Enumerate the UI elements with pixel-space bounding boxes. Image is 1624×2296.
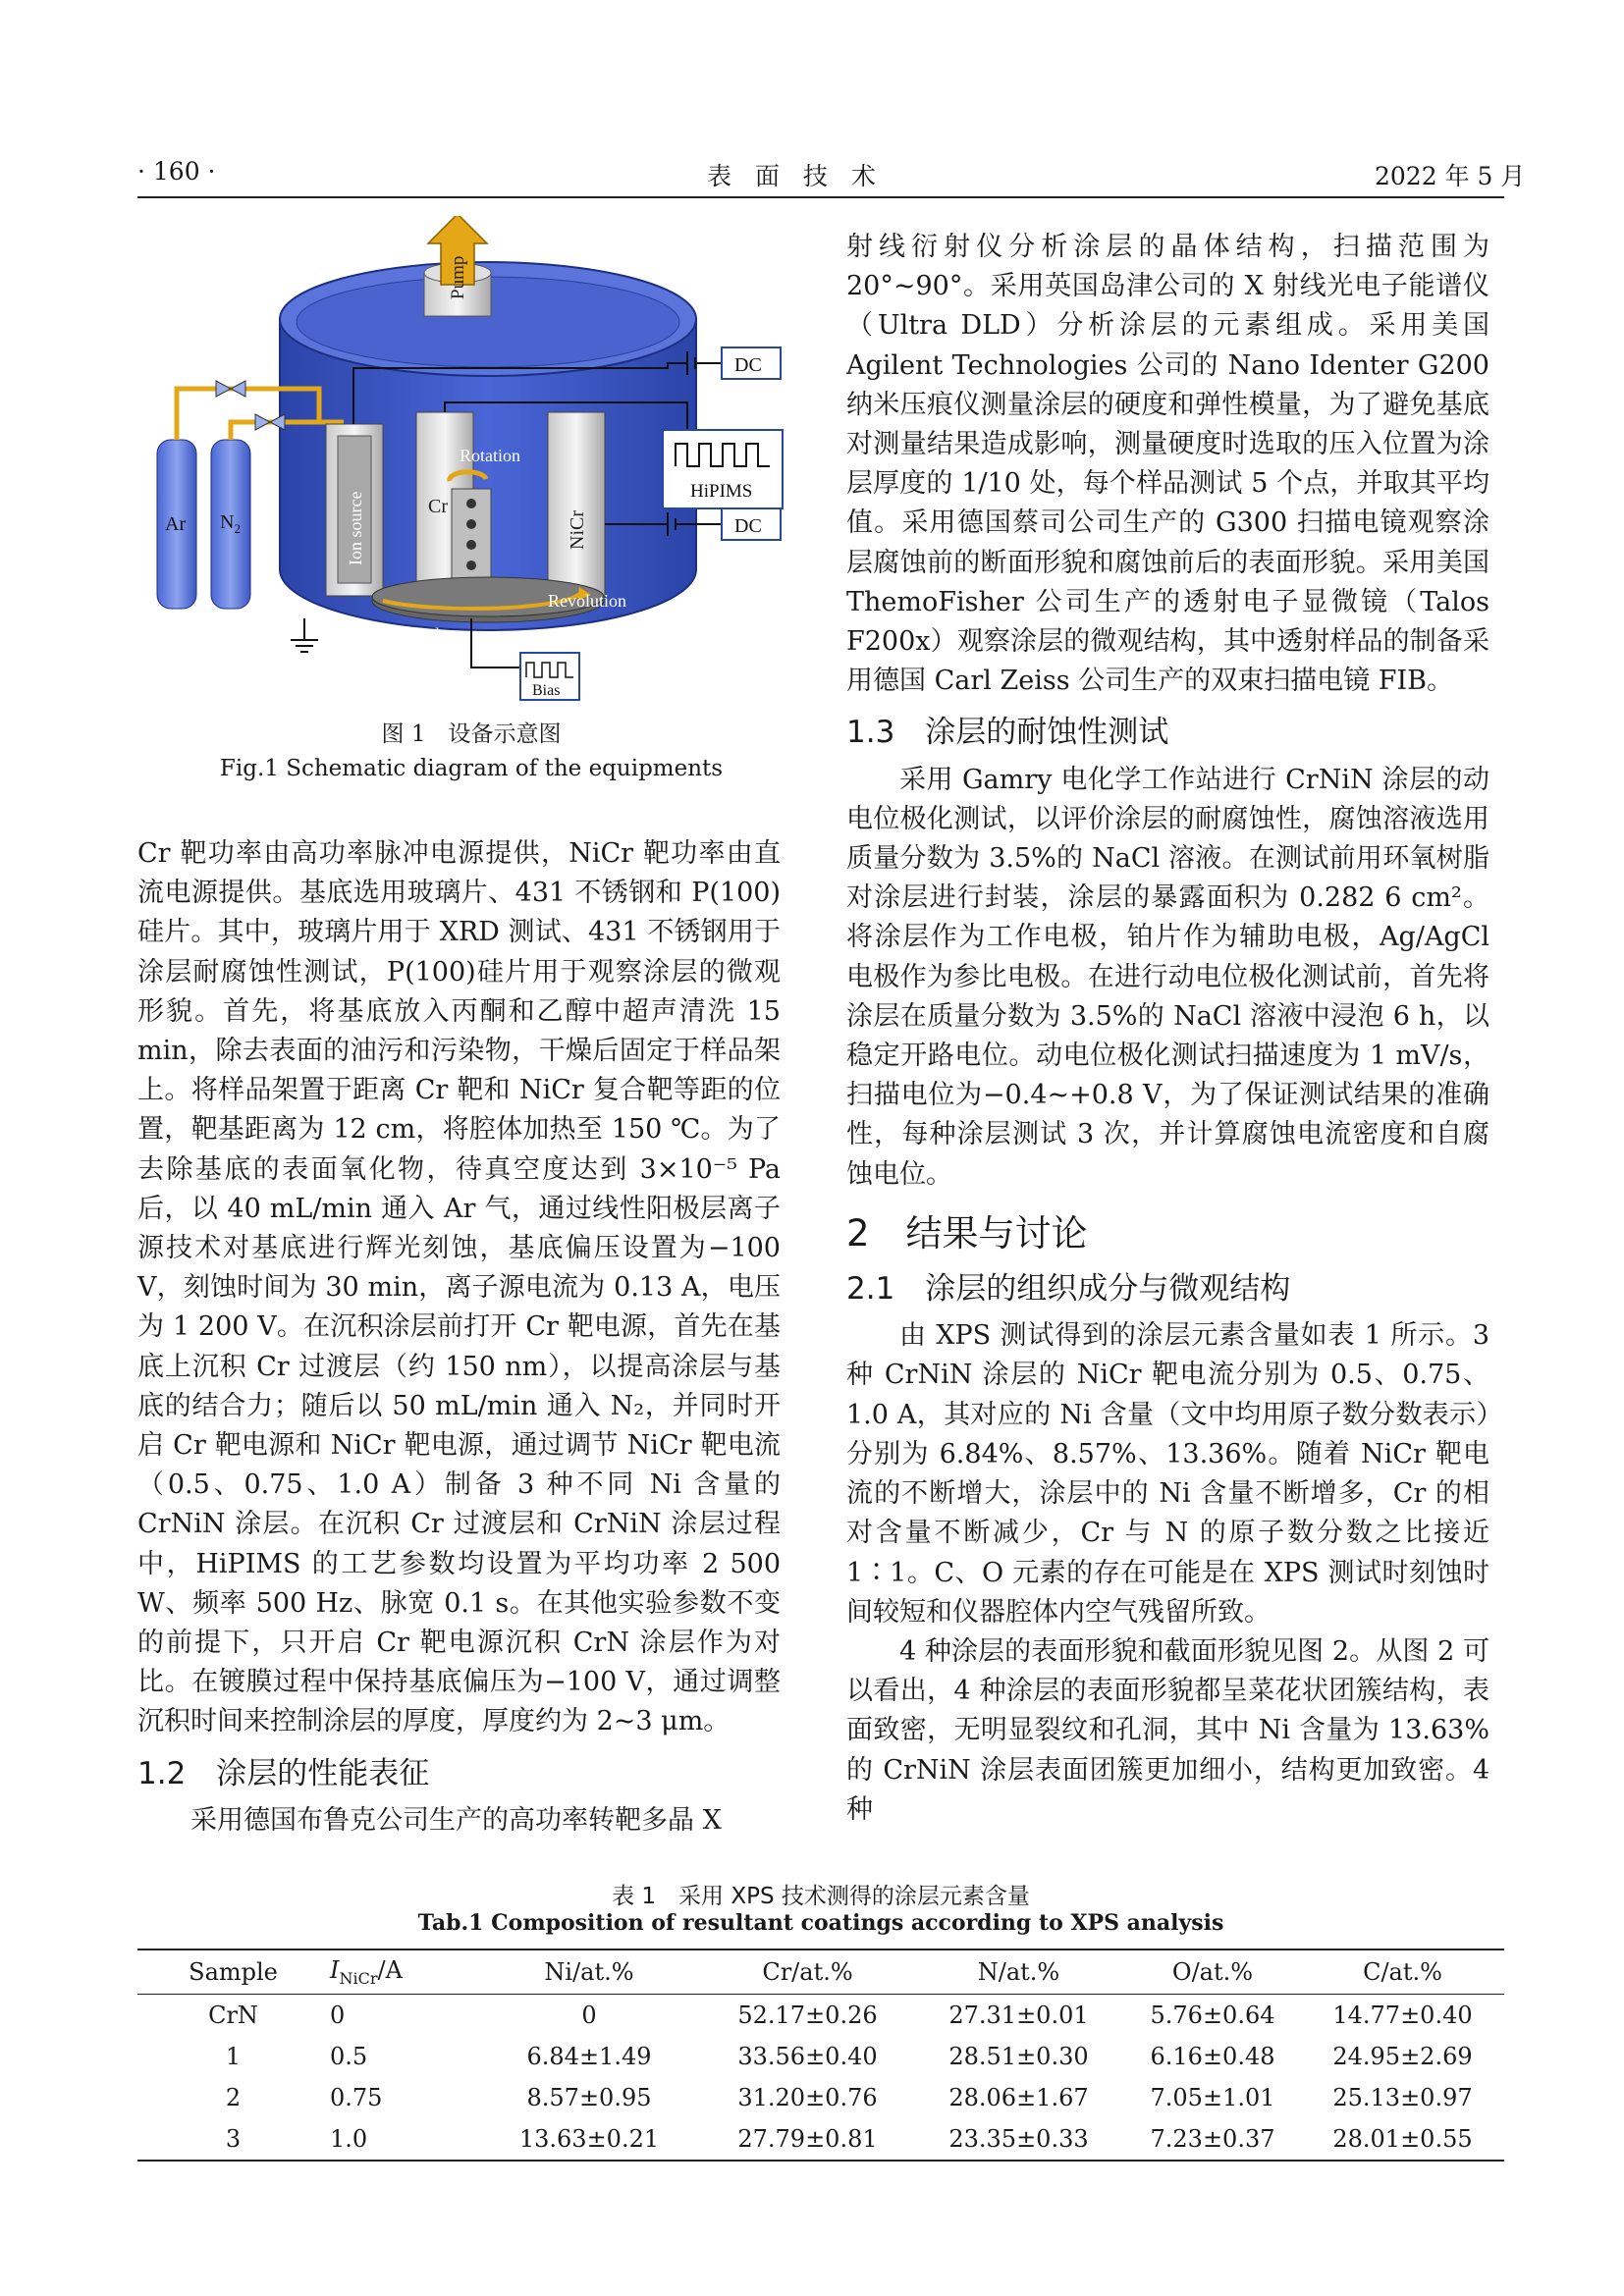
ground-icon [291, 618, 318, 652]
ion-source-target [326, 424, 383, 596]
col-sample: Sample [137, 1949, 329, 1995]
cell-c: 14.77±0.40 [1332, 2002, 1473, 2029]
cell-n: 23.35±0.33 [913, 2118, 1124, 2161]
cell-o: 7.23±0.37 [1124, 2118, 1301, 2161]
cell-n: 28.51±0.30 [948, 2043, 1089, 2070]
cell-cr: 52.17±0.26 [737, 2002, 878, 2029]
samples-label: Samples [395, 624, 455, 644]
table-row [137, 2036, 1504, 2077]
n2-label: $N_2$ [220, 511, 241, 536]
cell-cr: 31.20±0.76 [737, 2084, 878, 2111]
section-heading-2: 2 结果与讨论 [846, 1211, 1088, 1255]
right-para-4: 4 种涂层的表面形貌和截面形貌见图 2。从图 2 可以看出，4 种涂层的表面形貌都呈菜花状团簇结构，表面致密，无明显裂纹和孔洞，其中 Ni 含量为 13.63% 的 CrNiN 涂层表面团簇更加细小，结构更加致密。4 种 [846, 1635, 1489, 1825]
left-column [137, 834, 781, 1841]
cell-c: 25.13±0.97 [1332, 2084, 1473, 2111]
section-heading-1-3: 1.3 涂层的耐蚀性测试 [846, 715, 1169, 751]
table-row [137, 2118, 1504, 2161]
col-cr: Cr/at.% [702, 1949, 913, 1995]
valve-icon [216, 381, 245, 397]
dc-label-top: DC [734, 354, 762, 376]
rotation-label: Rotation [460, 446, 520, 465]
section-heading-1-2: 1.2 涂层的性能表征 [137, 1755, 430, 1791]
composition-table [137, 1949, 1504, 2162]
figure-caption-en: Fig.1 Schematic diagram of the equipments [219, 756, 724, 781]
right-para-3: 由 XPS 测试得到的涂层元素含量如表 1 所示。3 种 CrNiN 涂层的 NiCr 靶电流分别为 0.5、0.75、1.0 A，其对应的 Ni 含量（文中均用原子数分数表示）分别为 6.84%、8.57%、13.36%。随着 NiCr 靶电流的不断增大，涂层中的 Ni 含量不断增多，Cr 的相对含量不断减少，Cr 与 N 的原子数分数之比接近 1∶1。C、O 元素的存在可能是在 XPS 测试时刻蚀时间较短和仪器腔体内空气残留所致。 [846, 1320, 1489, 1628]
left-para-1: Cr 靶功率由高功率脉冲电源提供，NiCr 靶功率由直流电源提供。基底选用玻璃片、431 不锈钢和 P(100)硅片。其中，玻璃片用于 XRD 测试、431 不锈钢用于涂层耐腐蚀性测试，P(100)硅片用于观察涂层的微观形貌。首先，将基底放入丙酮和乙醇中超声清洗 15 min，除去表面的油污和污染物，干燥后固定于样品架上。将样品架置于距离 Cr 靶和 NiCr 复合靶等距的位置，靶基距离为 12 cm，将腔体加热至 150 ℃。为了去除基底的表面氧化物，待真空度达到 3×10⁻⁵ Pa 后，以 40 mL/min 通入 Ar 气，通过线性阳极层离子源技术对基底进行辉光刻蚀，基底偏压设置为−100 V，刻蚀时间为 30 min，离子源电流为 0.13 A，电压为 1 200 V。在沉积涂层前打开 Cr 靶电源，首先在基底上沉积 Cr 过渡层（约 150 nm），以提高涂层与基底的结合力；随后以 50 mL/min 通入 N₂，并同时开启 Cr 靶电源和 NiCr 靶电源，通过调节 NiCr 靶电流（0.5、0.75、1.0 A）制备 3 种不同 Ni 含量的 CrNiN 涂层。在沉积 Cr 过渡层和 CrNiN 涂层过程中，HiPIMS 的工艺参数均设置为平均功率 2 500 W、频率 500 Hz、脉宽 0.1 s。在其他实验参数不变的前提下，只开启 Cr 靶电源沉积 CrN 涂层作为对比。在镀膜过程中保持基底偏压为−100 V，通过调整沉积时间来控制涂层的厚度，厚度约为 2~3 μm。 [137, 838, 781, 1737]
cell-current: 0 [330, 2002, 346, 2029]
cr-label: Cr [428, 496, 448, 517]
table-caption-en: Tab.1 Composition of resultant coatings according to XPS analysis [417, 1910, 1224, 1936]
col-current: $I_{NiCr}/A$ [329, 1949, 476, 1995]
issue-date: 2022 年 5 月 [1375, 162, 1526, 190]
ion-source-label: Ion source [346, 491, 365, 565]
left-para-2: 采用德国布鲁克公司生产的高功率转靶多晶 X [190, 1804, 722, 1836]
cell-sample: 1 [225, 2043, 242, 2070]
table-row [137, 2077, 1504, 2118]
cell-sample: CrN [208, 2002, 258, 2029]
header-rule [137, 196, 1504, 198]
right-para-1: 射线衍射仪分析涂层的晶体结构，扫描范围为 20°~90°。采用英国岛津公司的 X 射线光电子能谱仪（Ultra DLD）分析涂层的元素组成。采用美国 Agilent Technologies 公司的 Nano Identer G200 纳米压痕仪测量涂层的硬度和弹性模量，为了避免基底对测量结果造成影响，测量硬度时选取的压入位置为涂层厚度的 1/10 处，每个样品测试 5 个点，并取其平均值。采用德国蔡司公司生产的 G300 扫描电镜观察涂层腐蚀前的断面形貌和腐蚀前后的表面形貌。采用美国 ThemoFisher 公司生产的透射电子显微镜（Talos F200x）观察涂层的微观结构，其中透射样品的制备采用德国 Carl Zeiss 公司生产的双束扫描电镜 FIB。 [846, 232, 1489, 697]
section-heading-2-1: 2.1 涂层的组织成分与微观结构 [846, 1271, 1291, 1308]
cell-n: 28.06±1.67 [948, 2084, 1089, 2111]
cell-o: 5.76±0.64 [1150, 2002, 1275, 2029]
col-o: O/at.% [1124, 1949, 1301, 1995]
cell-c: 24.95±2.69 [1332, 2043, 1473, 2070]
cell-o: 7.05±1.01 [1150, 2084, 1275, 2111]
col-c: C/at.% [1301, 1949, 1504, 1995]
cell-sample: 3 [137, 2118, 329, 2161]
cell-current: 0.5 [330, 2043, 368, 2070]
cell-current: 0.75 [330, 2084, 383, 2111]
cell-c: 28.01±0.55 [1301, 2118, 1504, 2161]
right-column [846, 228, 1489, 1830]
bias-label: Bias [532, 682, 561, 699]
cell-n: 27.31±0.01 [948, 2002, 1089, 2029]
right-para-2: 采用 Gamry 电化学工作站进行 CrNiN 涂层的动电位极化测试，以评价涂层的耐腐蚀性，腐蚀溶液选用质量分数为 3.5%的 NaCl 溶液。在测试前用环氧树脂对涂层进行封装，涂层的暴露面积为 0.282 6 cm²。将涂层作为工作电极，铂片作为辅助电极，Ag/AgCl 电极作为参比电极。在进行动电位极化测试前，首先将涂层在质量分数为 3.5%的 NaCl 溶液中浸泡 6 h，以稳定开路电位。动电位极化测试扫描速度为 1 mV/s，扫描电位为−0.4~+0.8 V，为了保证测试结果的准确性，每种涂层测试 3 次，并计算腐蚀电流密度和自腐蚀电位。 [846, 764, 1489, 1190]
equipment-schematic [137, 216, 805, 707]
col-ni: Ni/at.% [476, 1949, 702, 1995]
col-n: N/at.% [913, 1949, 1124, 1995]
cell-ni: 13.63±0.21 [476, 2118, 702, 2161]
cell-ni: 8.57±0.95 [526, 2084, 652, 2111]
nicr-label: NiCr [567, 510, 588, 550]
valve-icon [255, 414, 285, 430]
cell-ni: 0 [581, 2002, 597, 2029]
page-number: · 160 · [137, 157, 216, 186]
journal-title: 表 面 技 术 [707, 162, 884, 190]
table-caption-cn: 表 1 采用 XPS 技术测得的涂层元素含量 [612, 1884, 1030, 1909]
cell-ni: 6.84±1.49 [526, 2043, 652, 2070]
cell-o: 6.16±0.48 [1150, 2043, 1275, 2070]
pump-label: Pump [448, 255, 468, 299]
table-row [137, 1995, 1504, 2037]
cell-cr: 27.79±0.81 [702, 2118, 913, 2161]
dc-label-bottom: DC [734, 515, 762, 537]
figure-caption-cn: 图 1 设备示意图 [381, 721, 562, 747]
cell-current: 1.0 [329, 2118, 476, 2161]
ar-label: Ar [165, 513, 187, 535]
cell-sample: 2 [225, 2084, 242, 2111]
hipims-label: HiPIMS [690, 481, 753, 502]
cell-cr: 33.56±0.40 [737, 2043, 878, 2070]
nicr-target [548, 412, 605, 599]
table-header-row [137, 1949, 1504, 1995]
revolution-label: Revolution [548, 591, 626, 611]
